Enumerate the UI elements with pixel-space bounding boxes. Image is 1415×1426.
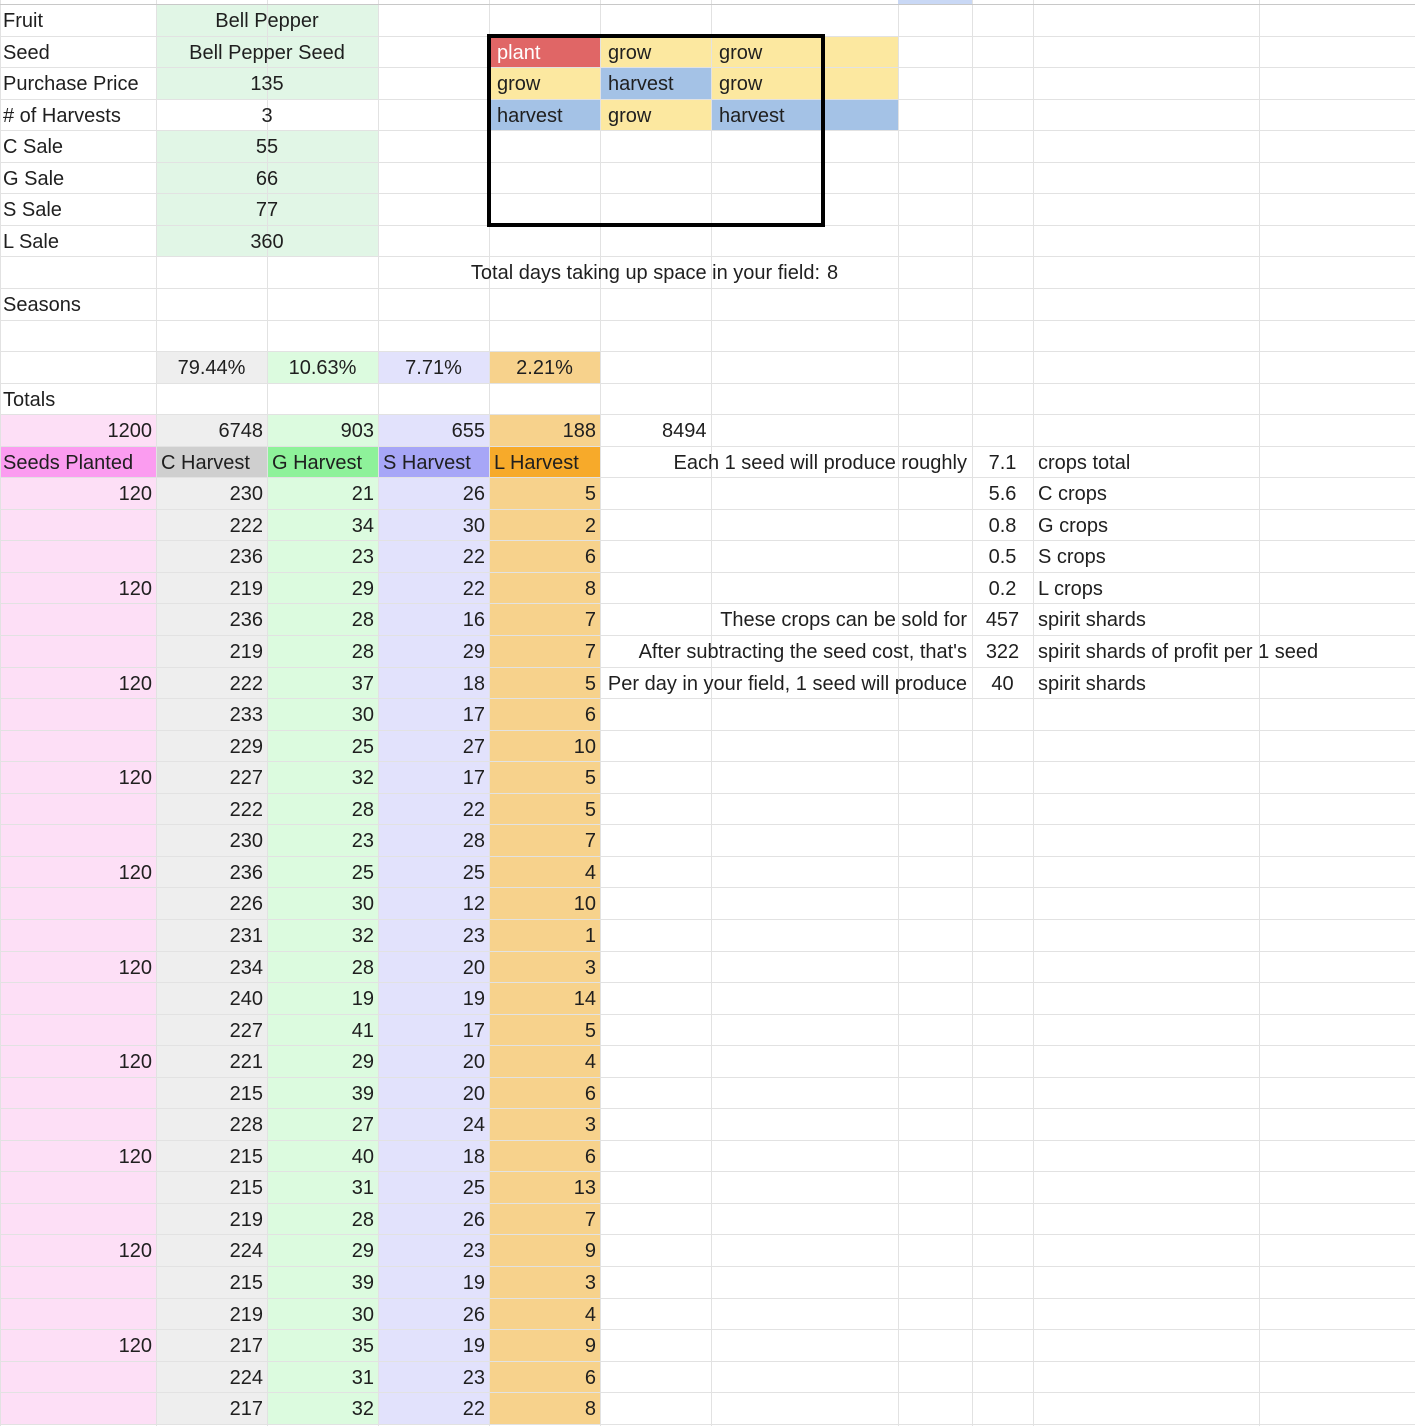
table-cell: 23 <box>462 1240 485 1263</box>
column-gridline <box>1259 0 1260 1426</box>
table-cell: 32 <box>351 924 374 947</box>
info-value: 77 <box>255 199 279 222</box>
table-cell: 120 <box>118 956 152 979</box>
table-cell: 23 <box>462 1366 485 1389</box>
table-cell: 1 <box>584 924 596 947</box>
table-cell: 28 <box>351 609 374 632</box>
table-cell: 20 <box>462 956 485 979</box>
row-gridline <box>0 446 1415 447</box>
table-cell: 217 <box>229 1398 263 1421</box>
row-gridline <box>0 509 1415 510</box>
table-cell: 120 <box>118 1051 152 1074</box>
column-highlight <box>898 0 972 4</box>
table-cell: 17 <box>462 1019 485 1042</box>
summary-label: Each 1 seed will produce roughly <box>673 451 967 474</box>
table-cell: 120 <box>118 672 152 695</box>
row-gridline <box>0 1234 1415 1235</box>
table-cell: 120 <box>118 483 152 506</box>
summary-unit: G crops <box>1038 514 1109 537</box>
table-cell: 22 <box>462 577 485 600</box>
table-cell: 227 <box>229 767 263 790</box>
table-cell: 24 <box>462 1114 485 1137</box>
table-cell: 215 <box>229 1272 263 1294</box>
info-value: Bell Pepper <box>215 10 319 32</box>
table-cell: 4 <box>584 1051 596 1074</box>
table-cell: 120 <box>118 1145 152 1168</box>
table-cell: 17 <box>462 767 485 790</box>
growth-cell-grow: grow <box>497 73 541 96</box>
column-gridline <box>1033 0 1034 1426</box>
table-cell: 23 <box>351 830 374 853</box>
info-label: G Sale <box>3 167 65 190</box>
table-cell: 31 <box>351 1366 374 1389</box>
summary-value: 322 <box>985 641 1020 663</box>
table-cell: 219 <box>229 577 263 600</box>
table-cell: 31 <box>351 1177 374 1200</box>
growth-cell-grow: grow <box>608 41 652 64</box>
growth-cell-grow: grow <box>719 73 763 96</box>
row-gridline <box>0 572 1415 573</box>
table-cell: 25 <box>462 1177 485 1200</box>
row-gridline <box>0 1140 1415 1141</box>
table-cell: 34 <box>351 514 374 537</box>
row-gridline <box>0 824 1415 825</box>
table-cell: 40 <box>351 1145 374 1168</box>
column-gridline <box>898 0 899 1426</box>
info-value: 3 <box>261 104 273 127</box>
row-gridline <box>0 1392 1415 1393</box>
summary-value: 5.6 <box>988 483 1017 506</box>
total-value: 1200 <box>107 420 152 443</box>
table-cell: 27 <box>462 735 485 758</box>
table-cell: 20 <box>462 1051 485 1074</box>
table-cell: 8 <box>584 1398 596 1421</box>
table-cell: 5 <box>584 1019 596 1042</box>
row-gridline <box>0 761 1415 762</box>
summary-unit: crops total <box>1038 451 1131 474</box>
table-cell: 23 <box>462 924 485 947</box>
table-cell: 215 <box>229 1177 263 1200</box>
table-cell: 221 <box>229 1051 263 1074</box>
row-gridline <box>0 1108 1415 1109</box>
table-cell: 230 <box>229 830 263 853</box>
table-cell: 26 <box>462 1208 485 1231</box>
info-label: # of Harvests <box>3 104 121 127</box>
table-cell: 14 <box>573 988 596 1011</box>
info-label: Fruit <box>3 10 43 32</box>
table-cell: 217 <box>229 1335 263 1358</box>
table-cell: 29 <box>462 641 485 663</box>
row-gridline <box>0 698 1415 699</box>
table-cell: 6 <box>584 1145 596 1168</box>
summary-value: 0.2 <box>988 577 1017 600</box>
row-gridline <box>0 856 1415 857</box>
row-gridline <box>0 793 1415 794</box>
table-cell: 120 <box>118 1335 152 1358</box>
summary-unit: L crops <box>1038 577 1103 600</box>
growth-cell-plant: plant <box>497 41 541 64</box>
table-cell: 10 <box>573 735 596 758</box>
grand-total-value: 8494 <box>662 420 707 443</box>
row-gridline <box>0 919 1415 920</box>
table-cell: 30 <box>351 704 374 727</box>
table-cell: 28 <box>462 830 485 853</box>
info-label: L Sale <box>3 230 59 253</box>
table-cell: 22 <box>462 546 485 569</box>
table-cell: 222 <box>229 798 263 821</box>
column-header: S Harvest <box>383 451 471 474</box>
table-cell: 4 <box>584 861 596 884</box>
summary-label: These crops can be sold for <box>720 609 967 632</box>
table-cell: 19 <box>462 1272 485 1294</box>
field-days-value: 8 <box>827 262 839 285</box>
table-cell: 18 <box>462 672 485 695</box>
summary-value: 0.8 <box>988 514 1017 537</box>
info-label: C Sale <box>3 136 64 159</box>
summary-unit: spirit shards <box>1038 609 1146 632</box>
percent-value: 2.21% <box>516 357 573 380</box>
summary-value: 457 <box>985 609 1020 632</box>
table-cell: 224 <box>229 1366 263 1389</box>
table-cell: 219 <box>229 1303 263 1326</box>
summary-value: 7.1 <box>988 451 1017 474</box>
table-cell: 236 <box>229 546 263 569</box>
table-cell: 230 <box>229 483 263 506</box>
row-gridline <box>0 667 1415 668</box>
table-cell: 7 <box>584 641 596 663</box>
table-cell: 22 <box>462 1398 485 1421</box>
table-cell: 39 <box>351 1082 374 1105</box>
row-gridline <box>0 887 1415 888</box>
seasons-label: Seasons <box>3 293 81 316</box>
percent-value: 79.44% <box>177 357 246 380</box>
total-value: 6748 <box>218 420 263 443</box>
total-value: 655 <box>451 420 485 443</box>
info-value: 360 <box>250 230 284 253</box>
table-cell: 18 <box>462 1145 485 1168</box>
row-gridline <box>0 351 1415 352</box>
row-gridline <box>0 951 1415 952</box>
table-cell: 22 <box>462 798 485 821</box>
table-cell: 29 <box>351 1240 374 1263</box>
growth-cell-harvest: harvest <box>497 104 563 127</box>
table-cell: 7 <box>584 609 596 632</box>
table-cell: 228 <box>229 1114 263 1137</box>
summary-label: After subtracting the seed cost, that's <box>638 641 967 663</box>
growth-cell-grow: grow <box>608 104 652 127</box>
table-cell: 234 <box>229 956 263 979</box>
table-cell: 120 <box>118 767 152 790</box>
table-cell: 6 <box>584 546 596 569</box>
table-cell: 26 <box>462 1303 485 1326</box>
column-header: G Harvest <box>272 451 363 474</box>
growth-grid-border <box>487 34 825 227</box>
column-gridline <box>378 0 379 1426</box>
row-gridline <box>0 1171 1415 1172</box>
column-header: Seeds Planted <box>3 451 134 474</box>
row-gridline <box>0 1266 1415 1267</box>
table-cell: 227 <box>229 1019 263 1042</box>
table-cell: 30 <box>351 893 374 916</box>
row-gridline <box>0 1298 1415 1299</box>
table-cell: 6 <box>584 1366 596 1389</box>
table-cell: 4 <box>584 1303 596 1326</box>
table-cell: 224 <box>229 1240 263 1263</box>
row-gridline <box>0 730 1415 731</box>
table-cell: 236 <box>229 609 263 632</box>
table-cell: 20 <box>462 1082 485 1105</box>
column-header: C Harvest <box>161 451 250 474</box>
summary-unit: spirit shards of profit per 1 seed <box>1038 641 1319 663</box>
table-cell: 6 <box>584 704 596 727</box>
info-value: 66 <box>255 167 279 190</box>
table-cell: 226 <box>229 893 263 916</box>
table-cell: 215 <box>229 1145 263 1168</box>
table-cell: 19 <box>462 1335 485 1358</box>
info-label: Seed <box>3 41 50 64</box>
table-cell: 25 <box>351 861 374 884</box>
table-cell: 8 <box>584 577 596 600</box>
row-gridline <box>0 1361 1415 1362</box>
table-cell: 41 <box>351 1019 374 1042</box>
info-label: Purchase Price <box>3 73 139 96</box>
table-cell: 10 <box>573 893 596 916</box>
table-cell: 6 <box>584 1082 596 1105</box>
row-gridline <box>0 1203 1415 1204</box>
table-cell: 30 <box>462 514 485 537</box>
table-cell: 28 <box>351 956 374 979</box>
table-cell: 5 <box>584 672 596 695</box>
table-cell: 3 <box>584 1114 596 1137</box>
row-gridline <box>0 1424 1415 1425</box>
table-cell: 120 <box>118 861 152 884</box>
table-cell: 19 <box>462 988 485 1011</box>
table-cell: 17 <box>462 704 485 727</box>
table-cell: 7 <box>584 1208 596 1231</box>
totals-label: Totals <box>3 388 56 411</box>
summary-label: Per day in your field, 1 seed will produce <box>607 672 967 695</box>
table-cell: 16 <box>462 609 485 632</box>
table-cell: 9 <box>584 1240 596 1263</box>
growth-cell-harvest: harvest <box>608 73 674 96</box>
table-cell: 120 <box>118 1240 152 1263</box>
percent-value: 10.63% <box>288 357 357 380</box>
table-cell: 231 <box>229 924 263 947</box>
table-cell: 12 <box>462 893 485 916</box>
row-gridline <box>0 414 1415 415</box>
row-gridline <box>0 320 1415 321</box>
table-cell: 39 <box>351 1272 374 1294</box>
percent-value: 7.71% <box>405 357 462 380</box>
table-cell: 222 <box>229 672 263 695</box>
row-gridline <box>0 477 1415 478</box>
table-cell: 32 <box>351 767 374 790</box>
top-gridline <box>0 4 1415 5</box>
row-gridline <box>0 1045 1415 1046</box>
column-header: L Harvest <box>494 451 579 474</box>
row-gridline <box>0 1014 1415 1015</box>
table-cell: 219 <box>229 641 263 663</box>
row-gridline <box>0 288 1415 289</box>
table-cell: 222 <box>229 514 263 537</box>
table-cell: 28 <box>351 641 374 663</box>
table-cell: 29 <box>351 577 374 600</box>
summary-unit: spirit shards <box>1038 672 1146 695</box>
summary-value: 0.5 <box>988 546 1017 569</box>
table-cell: 25 <box>462 861 485 884</box>
table-cell: 3 <box>584 956 596 979</box>
table-cell: 13 <box>573 1177 596 1200</box>
info-value: 135 <box>250 73 284 96</box>
row-gridline <box>0 1329 1415 1330</box>
column-gridline <box>972 0 973 1426</box>
table-cell: 23 <box>351 546 374 569</box>
table-cell: 25 <box>351 735 374 758</box>
table-cell: 5 <box>584 798 596 821</box>
table-cell: 9 <box>584 1335 596 1358</box>
row-gridline <box>0 635 1415 636</box>
table-cell: 28 <box>351 1208 374 1231</box>
table-cell: 19 <box>351 988 374 1011</box>
row-gridline <box>0 540 1415 541</box>
table-cell: 5 <box>584 767 596 790</box>
column-gridline <box>0 0 1 1426</box>
table-cell: 27 <box>351 1114 374 1137</box>
table-cell: 2 <box>584 514 596 537</box>
table-cell: 29 <box>351 1051 374 1074</box>
table-cell: 26 <box>462 483 485 506</box>
growth-cell-harvest: harvest <box>719 104 785 127</box>
table-cell: 120 <box>118 577 152 600</box>
summary-value: 40 <box>991 672 1014 695</box>
row-gridline <box>0 383 1415 384</box>
total-value: 188 <box>562 420 596 443</box>
table-cell: 30 <box>351 1303 374 1326</box>
total-value: 903 <box>340 420 374 443</box>
table-cell: 28 <box>351 798 374 821</box>
table-cell: 37 <box>351 672 374 695</box>
table-cell: 3 <box>584 1272 596 1294</box>
info-value: 55 <box>255 136 279 159</box>
table-cell: 5 <box>584 483 596 506</box>
field-days-label: Total days taking up space in your field: <box>470 262 820 285</box>
table-cell: 32 <box>351 1398 374 1421</box>
table-cell: 240 <box>229 988 263 1011</box>
table-cell: 233 <box>229 704 263 727</box>
table-cell: 219 <box>229 1208 263 1231</box>
table-cell: 7 <box>584 830 596 853</box>
table-cell: 35 <box>351 1335 374 1358</box>
table-cell: 236 <box>229 861 263 884</box>
row-gridline <box>0 603 1415 604</box>
table-cell: 215 <box>229 1082 263 1105</box>
summary-unit: S crops <box>1038 546 1106 569</box>
table-cell: 21 <box>351 483 374 506</box>
row-gridline <box>0 982 1415 983</box>
growth-cell-grow: grow <box>719 41 763 64</box>
info-label: S Sale <box>3 199 62 222</box>
table-cell: 229 <box>229 735 263 758</box>
summary-unit: C crops <box>1038 483 1107 506</box>
row-gridline <box>0 256 1415 257</box>
info-value: Bell Pepper Seed <box>189 41 345 64</box>
row-gridline <box>0 1077 1415 1078</box>
